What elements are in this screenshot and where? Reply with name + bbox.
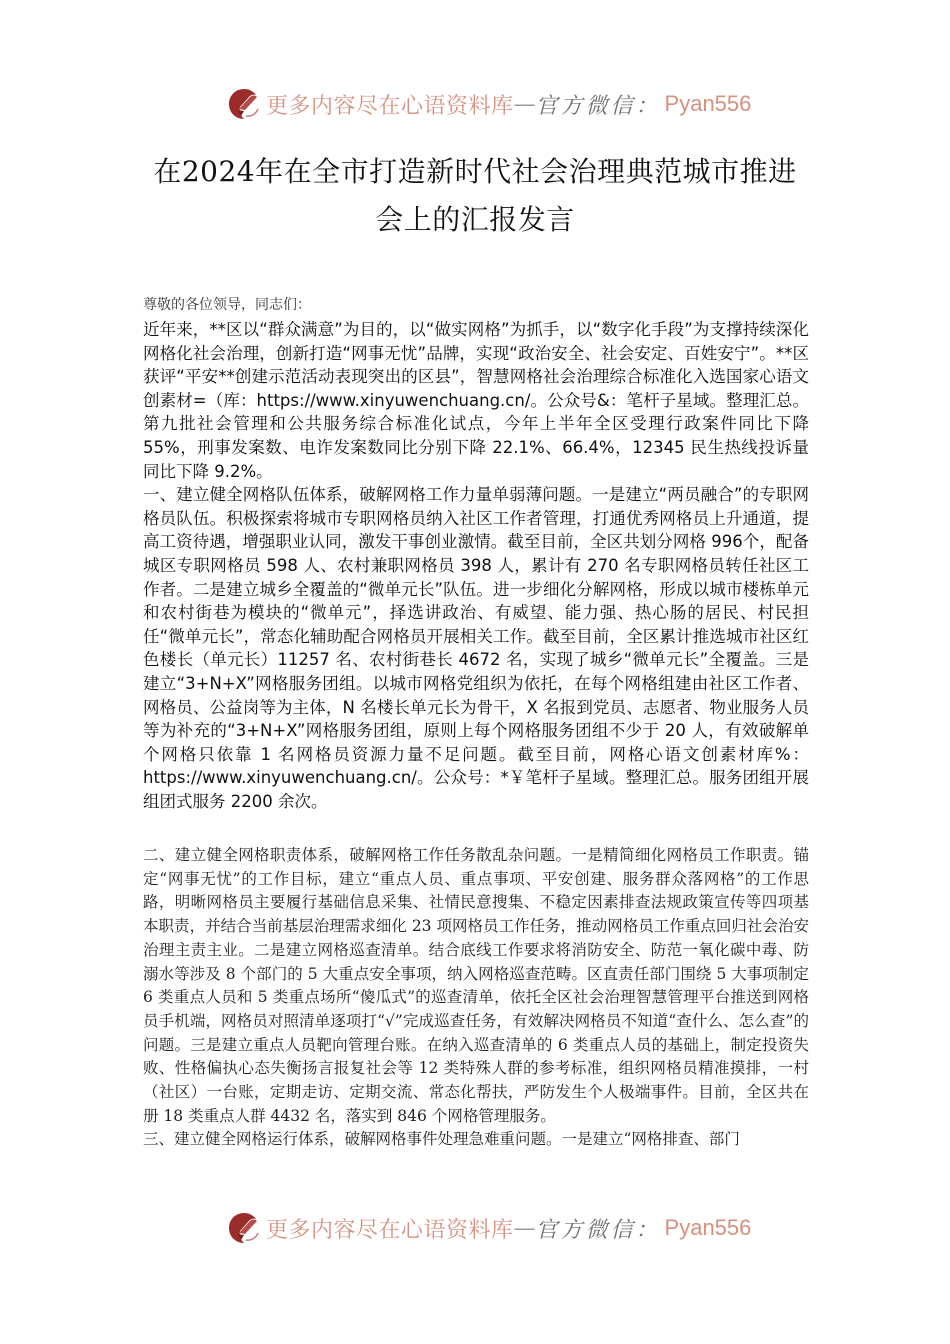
watermark-account-id: Pyan556: [664, 1215, 752, 1240]
paragraph-intro: 近年来，**区以“群众满意”为目的，以“做实网格”为抓手，以“数字化手段”为支撑持续深化网格化社会治理，创新打造“网事无忧”品牌，实现“政治安全、社会安定、百姓安宁”。**区获评“平安**创建示范活动表现突出的区县”，智慧网格社会治理综合标准化入选国家心语文创素材=（库：https://www.xinyuwenchuang.cn/。公众号&：笔杆子星域。整理汇总。第九批社会管理和公共服务综合标准化试点，今年上半年全区受理行政案件同比下降 55%，刑事发案数、电诈发案数同比分别下降 22.1%、66.4%，12345 民生热线投诉量同比下降 9.2%。: [143, 320, 809, 481]
document-title: [120, 148, 830, 244]
watermark-main-text: 更多内容尽在心语资料库: [266, 93, 514, 119]
quill-pen-logo-icon: [226, 86, 262, 122]
body-section-serif: [143, 844, 809, 1152]
document-title-line-1: 在2024年在全市打造新时代社会治理典范城市推进: [153, 155, 797, 188]
watermark-dash: —: [513, 91, 536, 117]
watermark-wechat-label: 官方微信：: [535, 93, 661, 119]
watermark-main-text: 更多内容尽在心语资料库: [266, 1217, 514, 1243]
paragraph-section-2: 二、建立健全网格职责体系，破解网格工作任务散乱杂问题。一是精简细化网格员工作职责。锚定“网事无忧”的工作目标，建立“重点人员、重点事项、平安创建、服务群众落网格”的工作思路，明晰网格员主要履行基础信息采集、社情民意搜集、不稳定因素排查法规政策宣传等四项基本职责，并结合当前基层治理需求细化 23 项网格员工作任务，推动网格员工作重点回归社会治安治理主责主业。二是建立网格巡查清单。结合底线工作要求将消防安全、防范一氧化碳中毒、防溺水等涉及 8 个部门的 5 大重点安全事项，纳入网格巡查范畴。区直责任部门围绕 5 大事项制定 6 类重点人员和 5 类重点场所“傻瓜式”的巡查清单，依托全区社会治理智慧管理平台推送到网格员手机端，网格员对照清单逐项打“√”完成巡查任务，有效解决网格员不知道“查什么、怎么查”的问题。三是建立重点人员靶向管理台账。在纳入巡查清单的 6 类重点人员的基础上，制定投资失败、性格偏执心态失衡扬言报复社会等 12 类特殊人群的参考标准，组织网格员精准摸排，一村（社区）一台账，定期走访、定期交流、常态化帮扶，严防发生个人极端事件。目前，全区共在册 18 类重点人群 4432 名，落实到 846 个网格管理服务。: [143, 846, 809, 1125]
watermark-wechat-label: 官方微信：: [535, 1217, 661, 1243]
watermark-dash: —: [513, 1215, 536, 1241]
paragraph-section-3: 三、建立健全网格运行体系，破解网格事件处理急难重问题。一是建立“网格排查、部门: [143, 1130, 740, 1149]
watermark-account-id: Pyan556: [664, 91, 752, 116]
greeting: 尊敬的各位领导，同志们：: [143, 297, 311, 313]
watermark-banner-bottom: [226, 1208, 752, 1248]
watermark-banner-top: [226, 84, 752, 124]
body-section-sans: [143, 318, 809, 813]
document-title-line-2: 会上的汇报发言: [375, 203, 575, 236]
paragraph-section-1: 一、建立健全网格队伍体系，破解网格工作力量单弱薄问题。一是建立“两员融合”的专职网格员队伍。积极探索将城市专职网格员纳入社区工作者管理，打通优秀网格员上升通道，提高工资待遇，增强职业认同，激发干事创业激情。截至目前，全区共划分网格 996个，配备城区专职网格员 598 人、农村兼职网格员 398 人，累计有 270 名专职网格员转任社区工作者。二是建立城乡全覆盖的“微单元长”队伍。进一步细化分解网格，形成以城市楼栋单元和农村街巷为模块的“微单元”，择选讲政治、有威望、能力强、热心肠的居民、村民担任“微单元长”，常态化辅助配合网格员开展相关工作。截至目前，全区累计推选城市社区红色楼长（单元长）11257 名、农村街巷长 4672 名，实现了城乡“微单元长”全覆盖。三是建立“3+N+X”网格服务团组。以城市网格党组织为依托，在每个网格组建由社区工作者、网格员、公益岗等为主体，N 名楼长单元长为骨干，X 名报到党员、志愿者、物业服务人员等为补充的“3+N+X”网格服务团组，原则上每个网格服务团组不少于 20 人，有效破解单个网格只依靠 1 名网格员资源力量不足问题。截至目前，网格心语文创素材库%：https://www.xinyuwenchuang.cn/。公众号：*￥笔杆子星域。整理汇总。服务团组开展组团式服务 2200 余次。: [143, 485, 809, 811]
quill-pen-logo-icon: [226, 1210, 262, 1246]
